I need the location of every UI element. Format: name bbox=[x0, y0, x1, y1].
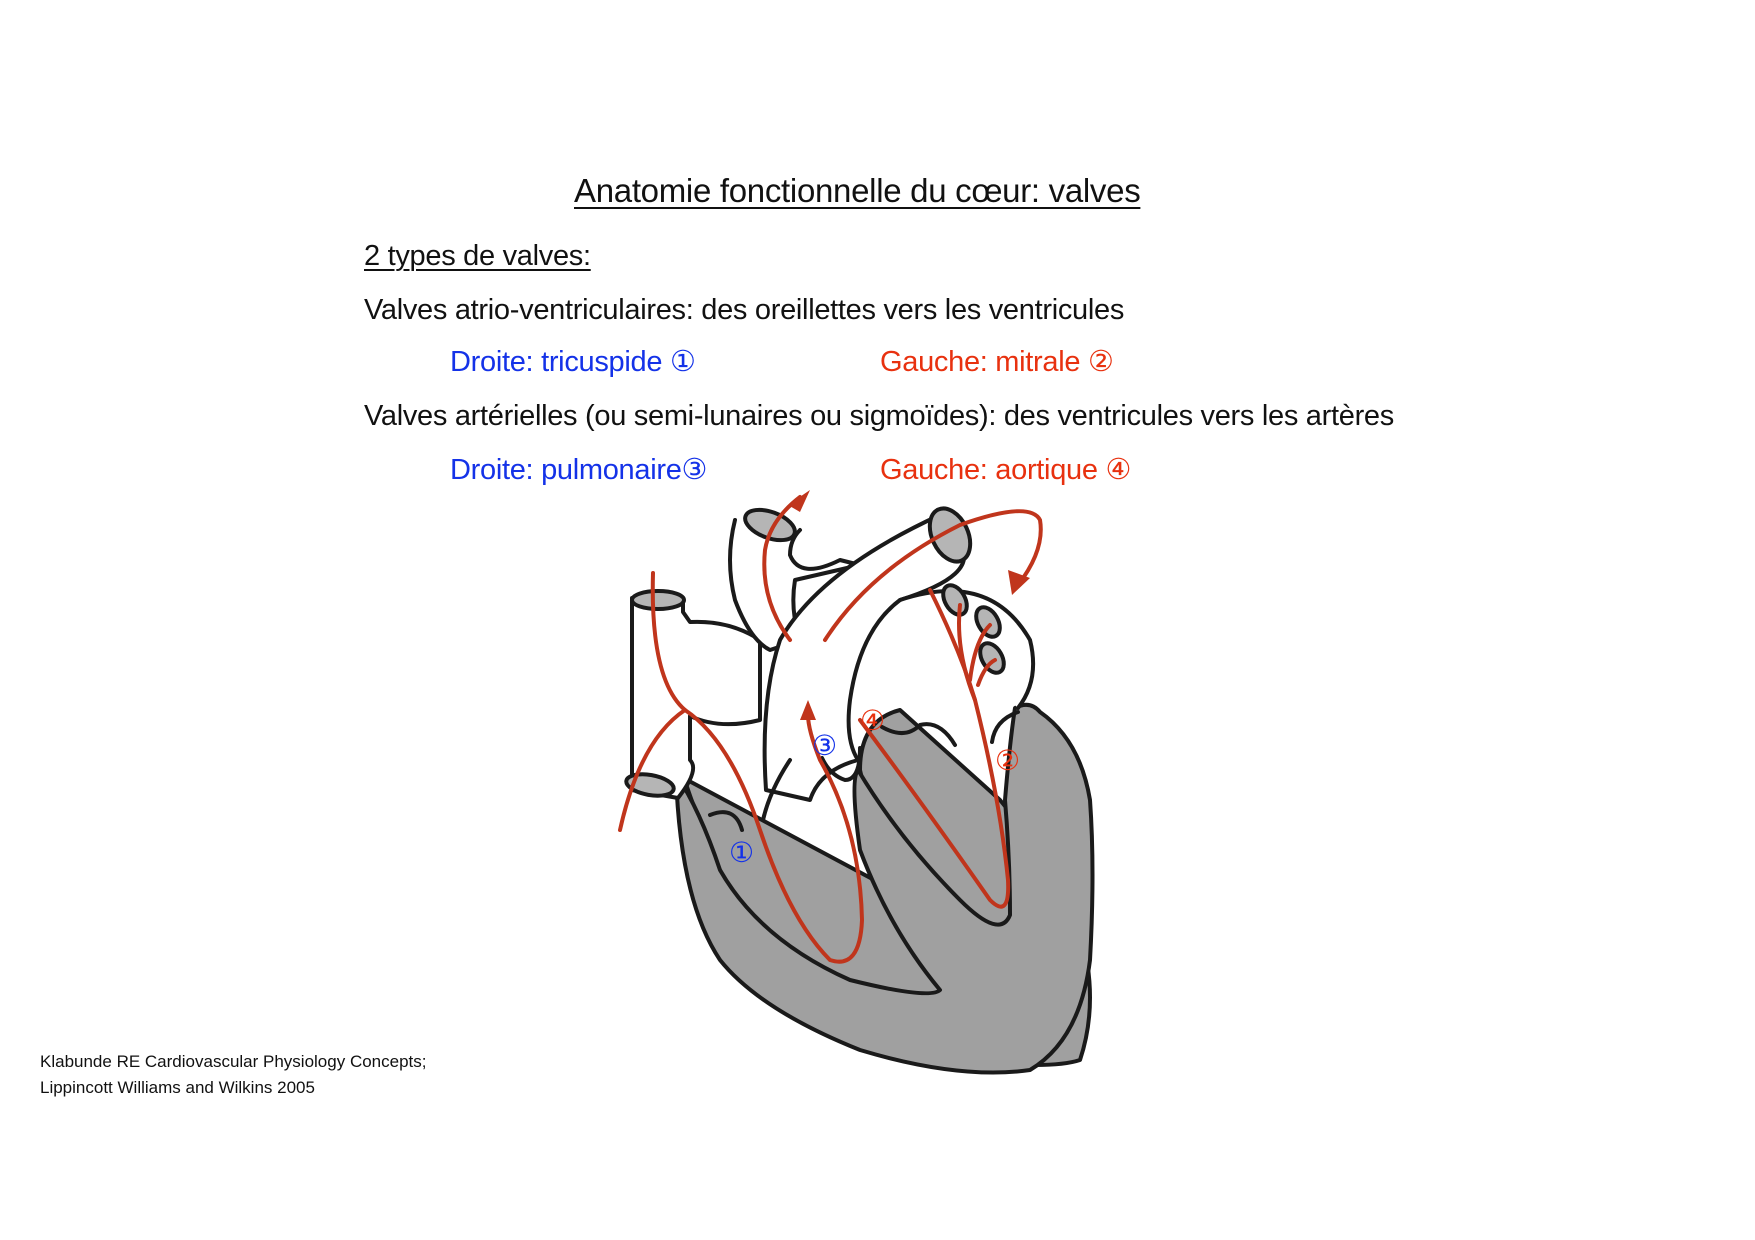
av-valves-heading: Valves atrio-ventriculaires: des oreillettes vers les ventricules bbox=[364, 294, 1125, 326]
valve-label-4: ④ bbox=[860, 704, 886, 737]
valve-label-2: ② bbox=[995, 744, 1021, 777]
reference-line-2: Lippincott Williams and Wilkins 2005 bbox=[40, 1078, 315, 1097]
pulmonary-label: Droite: pulmonaire③ bbox=[450, 454, 708, 486]
reference-line-1: Klabunde RE Cardiovascular Physiology Concepts; bbox=[40, 1052, 427, 1071]
superior-vena-cava bbox=[632, 598, 760, 798]
valve-label-3: ③ bbox=[812, 729, 838, 762]
valve-label-1: ① bbox=[729, 836, 755, 869]
page-title: Anatomie fonctionnelle du cœur: valves bbox=[574, 172, 1141, 209]
aortic-label: Gauche: aortique ④ bbox=[880, 454, 1132, 486]
tricuspid-label: Droite: tricuspide ① bbox=[450, 346, 696, 378]
arterial-valves-heading: Valves artérielles (ou semi-lunaires ou sigmoïdes): des ventricules vers les artères bbox=[364, 400, 1394, 432]
subtitle: 2 types de valves: bbox=[364, 240, 591, 272]
mitral-label: Gauche: mitrale ② bbox=[880, 346, 1114, 378]
svc-opening bbox=[632, 591, 684, 609]
arrowhead-pulmonary bbox=[788, 490, 810, 512]
